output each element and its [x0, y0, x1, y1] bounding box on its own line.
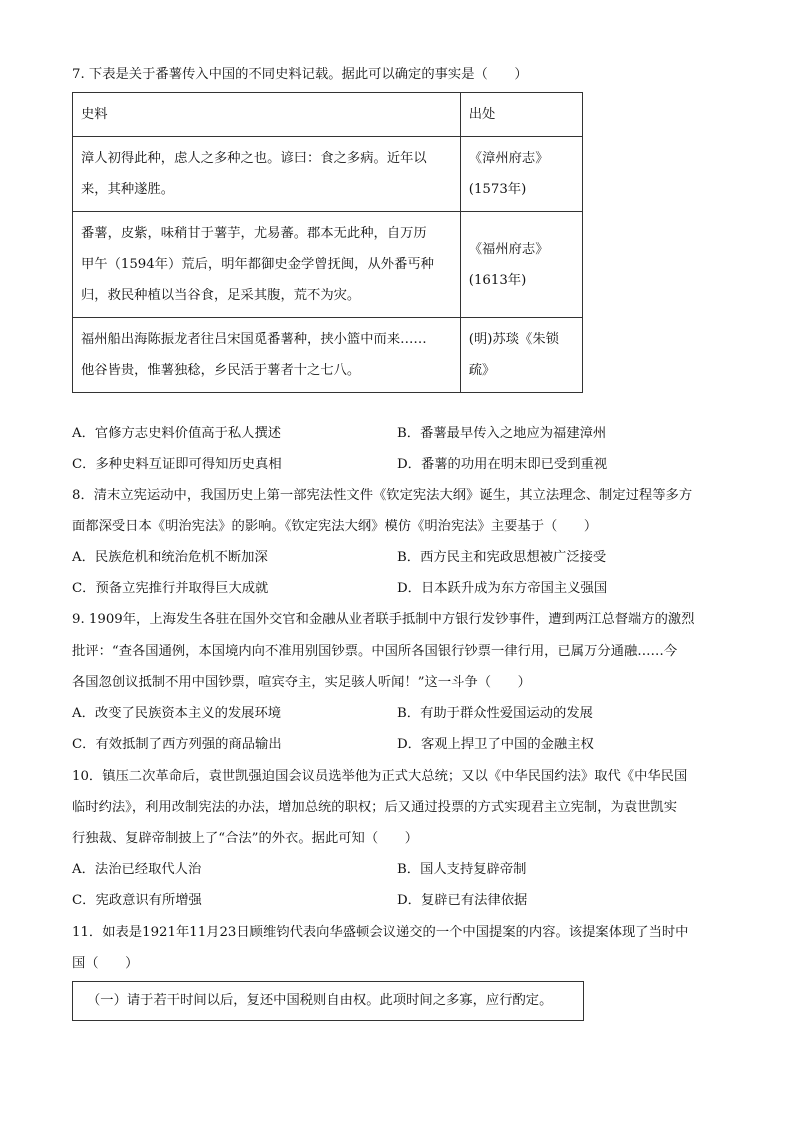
q7-stem: 7. 下表是关于番薯传入中国的不同史料记载。据此可以确定的事实是（ ）: [72, 67, 528, 82]
q8-stem-line: 8．清末立宪运动中，我国历史上第一部宪法性文件《钦定宪法大纲》诞生，其立法理念、制定过程等多方: [72, 488, 693, 503]
q10-stem-line: 行独裁、复辟帝制披上了“合法”的外衣。据此可知（ ）: [72, 831, 419, 846]
cell-line: (1573年): [468, 182, 527, 197]
table-row: [73, 318, 583, 393]
cell-line: 归，救民种植以当谷食，足采其腹，荒不为灾。: [81, 288, 361, 303]
cell-line: 《福州府志》: [468, 241, 549, 257]
q9-option-d[interactable]: D．客观上捍卫了中国的金融主权: [397, 737, 594, 752]
cell-line: 漳人初得此种，虑人之多种之也。谚曰：食之多病。近年以: [81, 151, 427, 166]
table-cell-source: [460, 318, 582, 393]
q7-option-a[interactable]: A．官修方志史料价值高于私人撰述: [72, 426, 282, 441]
cell-line: (1613年): [468, 272, 527, 288]
table-row: [73, 137, 583, 212]
table-cell-source: [460, 137, 582, 212]
cell-line: 他谷皆贵，惟薯独稔，乡民活于薯者十之七八。: [81, 363, 361, 378]
source-table: [72, 92, 583, 393]
cell-line: 甲午（1594年）荒后，明年都御史金学曾抚闽，从外番丐种: [81, 257, 434, 272]
q8-option-c[interactable]: C．预备立宪推行并取得巨大成就: [72, 581, 269, 596]
q10-option-b[interactable]: B．国人支持复辟帝制: [397, 862, 527, 877]
q9-option-c[interactable]: C．有效抵制了西方列强的商品输出: [72, 737, 282, 752]
table-header-row: [73, 93, 583, 137]
table-cell-text: [73, 318, 461, 393]
q11-stem-line: 国（ ）: [72, 956, 139, 971]
table-row: [73, 212, 583, 318]
table-cell-text: [73, 137, 461, 212]
q10-option-d[interactable]: D．复辟已有法律依据: [397, 893, 528, 908]
q9-stem-line: 9. 1909年，上海发生各驻在国外交官和金融从业者联手抵制中方银行发钞事件，遭到两江总督端方的激烈: [72, 612, 695, 627]
q8-option-b[interactable]: B．西方民主和宪政思想被广泛接受: [397, 550, 607, 565]
cell-line: 疏》: [468, 363, 496, 378]
q7-option-d[interactable]: D．番薯的功用在明末即已受到重视: [397, 457, 608, 472]
q11-stem-line: 11．如表是1921年11月23日顾维钧代表向华盛顿会议递交的一个中国提案的内容。该提案体现了当时中: [72, 925, 689, 940]
table-header-source-text: 史料: [73, 93, 461, 137]
cell-line: 来，其种遂胜。: [81, 182, 175, 197]
cell-line: 番薯，皮紫，味稍甘于薯芋，尤易蕃。郡本无此种，自万历: [81, 226, 427, 241]
q11-proposal-box: [72, 981, 584, 1021]
q7-option-b[interactable]: B．番薯最早传入之地应为福建漳州: [397, 426, 607, 441]
table-cell-text: [73, 212, 461, 318]
q10-stem-line: 10．镇压二次革命后，袁世凯强迫国会议员选举他为正式大总统；又以《中华民国约法》取代《中华民国: [72, 769, 688, 784]
table-header-origin: 出处: [460, 93, 582, 137]
cell-line: (明)苏琰《朱锁: [468, 332, 559, 347]
q10-option-a[interactable]: A．法治已经取代人治: [72, 862, 202, 877]
q8-option-a[interactable]: A．民族危机和统治危机不断加深: [72, 550, 268, 565]
q9-option-b[interactable]: B．有助于群众性爱国运动的发展: [397, 706, 593, 721]
cell-line: 《漳州府志》: [468, 151, 549, 166]
q8-stem-line: 面都深受日本《明治宪法》的影响。《钦定宪法大纲》模仿《明治宪法》主要基于（ ）: [72, 519, 598, 534]
q7-option-c[interactable]: C．多种史料互证即可得知历史真相: [72, 457, 282, 472]
q10-option-c[interactable]: C．宪政意识有所增强: [72, 893, 202, 908]
table-cell-source: [460, 212, 582, 318]
cell-line: 福州船出海陈振龙者往吕宋国觅番薯种，挟小篮中而来……: [81, 332, 427, 347]
q9-stem-line: 各国忽创议抵制不用中国钞票，喧宾夺主，实足骇人听闻！”这一斗争（ ）: [72, 675, 531, 690]
q8-option-d[interactable]: D．日本跃升成为东方帝国主义强国: [397, 581, 608, 596]
q11-proposal-text: （一）请于若干时间以后，复还中国税则自由权。此项时间之多寡，应行酌定。: [87, 993, 553, 1008]
q9-option-a[interactable]: A．改变了民族资本主义的发展环境: [72, 706, 282, 721]
q9-stem-line: 批评：“查各国通例，本国境内向不准用别国钞票。中国所各国银行钞票一律行用，已属万分通融……今: [72, 644, 678, 659]
q10-stem-line: 临时约法》，利用改制宪法的办法，增加总统的职权；后又通过投票的方式实现君主立宪制，为袁世凯实: [72, 800, 678, 815]
